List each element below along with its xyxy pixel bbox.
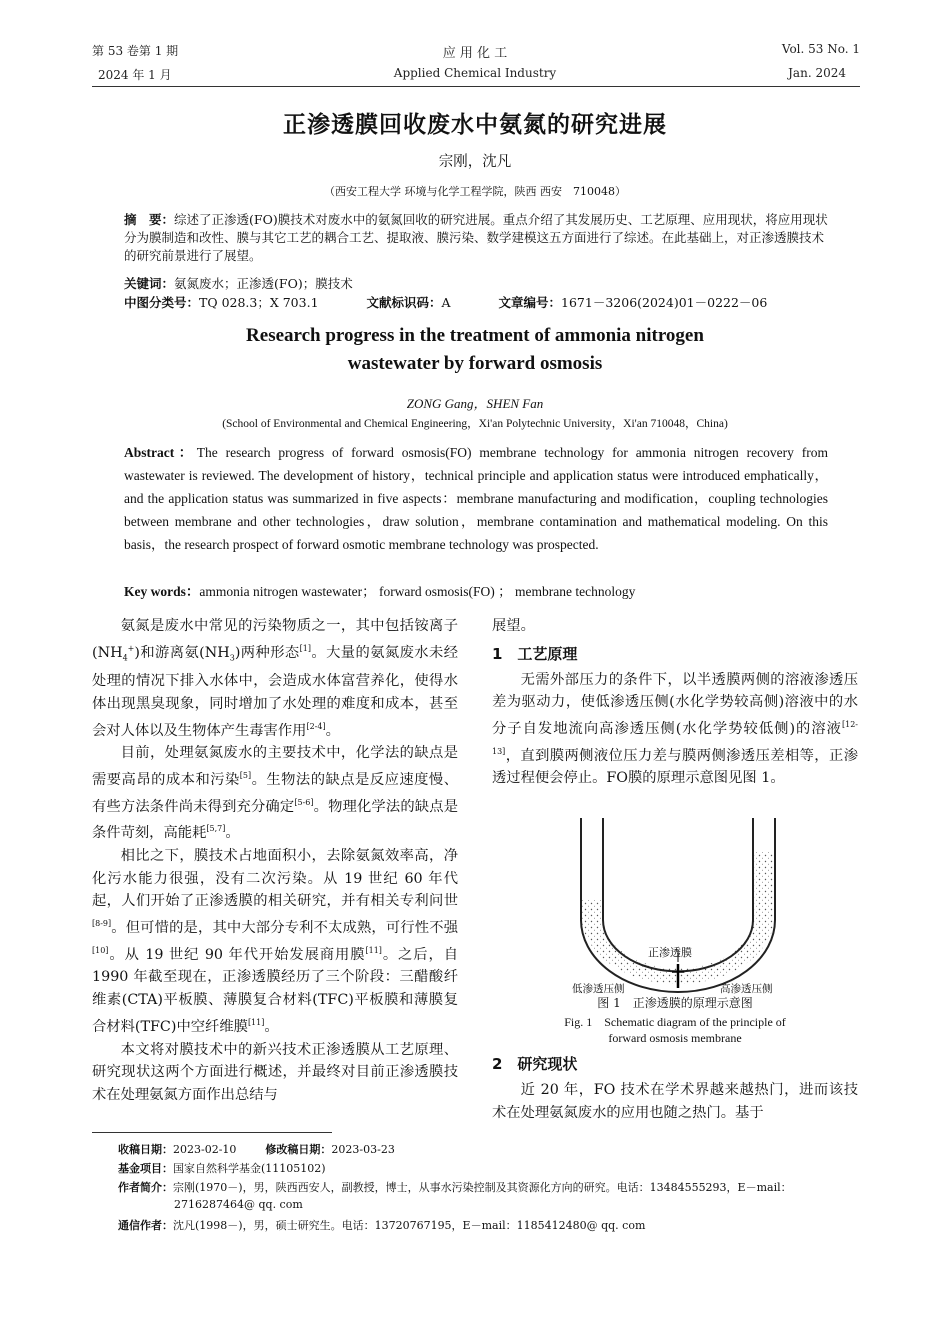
- right-column-top: [492, 615, 858, 790]
- paragraph: 本文将对膜技术中的新兴技术正渗透膜从工艺原理、研究现状这两个方面进行概述，并最终对目前正渗透膜技术在处理氨氮方面作出总结与: [92, 1041, 458, 1104]
- paragraph: 氨氮是废水中常见的污染物质之一，其中包括铵离子$(NH_4^+)$和游离氨$(NH_3)$两种形态[1]。大量的氨氮废水未经处理的情况下排入水体中，会造成水体富营养化，使得水体出现黑臭现象，同时增加了水处理的难度和成本，甚至会对人体以及生物体产生毒害作用[2-4]。: [92, 618, 459, 739]
- figure-caption-cn: 图 1 正渗透膜的原理示意图: [597, 996, 753, 1010]
- abstract-cn: [124, 211, 828, 265]
- right-column-bottom: [492, 1053, 858, 1124]
- paragraph: 目前，处理氨氮废水的主要技术中，化学法的缺点是需要高昂的成本和污染[5]。生物法的缺点是反应速度慢、有些方法条件尚未得到充分确定[5-6]。物理化学法的缺点是条件苛刻，高能耗[5,7]。: [92, 745, 459, 842]
- clc-label: 中图分类号：: [124, 295, 200, 310]
- header-rule: [92, 86, 860, 87]
- footnote-rule: [92, 1132, 332, 1133]
- english-abstract-text: The research progress of forward osmosis(FO) membrane technology for ammonia nitrogen recovery from wastewater is reviewed. The development of history，technical principle and application status were introduced emphatically，and the application status was summarized in five aspects：membrane manufacturing and modification，coupling technologies between membrane and other technologies，draw solution，membrane contamination and mathematical modeling. On this basis，the research prospect of forward osmotic membrane technology was prospected.: [124, 445, 828, 552]
- paragraph: 相比之下，膜技术占地面积小，去除氨氮效率高，净化污水能力很强，没有二次污染。从 19 世纪 60 年代起，人们开始了正渗透膜的相关研究，并有相关专利问世[8-9]。但可惜的是，其中大部分专利不太成熟，可行性不强[10]。从 19 世纪 90 年代开始发展商用膜[11]。之后，自 1990 年截至现在，正渗透膜经历了三个阶段：三醋酸纤维素(CTA)平板膜、薄膜复合材料(TFC)平板膜和薄膜复合材料(TFC)中空纤维膜[11]。: [92, 847, 459, 1035]
- english-title-line2: wastewater by forward osmosis: [347, 353, 603, 374]
- footnote-corresponding: 通信作者：沈凡(1998－)，男，硕士研究生。电话：13720767195，E－mail：1185412480@ qq. com: [118, 1219, 646, 1232]
- abstract-cn-label: 摘 要：: [124, 212, 175, 227]
- affiliation: （西安工程大学 环境与化学工程学院，陕西 西安 710048）: [324, 185, 626, 198]
- english-affiliation: (School of Environmental and Chemical Engineering，Xi'an Polytechnic University，Xi'an 710048，China): [222, 418, 728, 430]
- paper-title: 正渗透膜回收废水中氨氮的研究进展: [283, 112, 667, 138]
- keywords-cn-text: 氨氮废水；正渗透(FO)；膜技术: [174, 276, 353, 291]
- section-heading-1: 1 工艺原理: [492, 644, 578, 663]
- journal-volume-en: Vol. 53 No. 1: [781, 42, 860, 56]
- left-column: [92, 615, 458, 1107]
- figure-label-low-side: 低渗透压侧: [572, 983, 625, 995]
- high-osmotic-solution: [678, 852, 775, 984]
- figure-label-high-side: 高渗透压侧: [720, 983, 773, 995]
- journal-date: 2024 年 1 月: [98, 68, 172, 82]
- article-number-label: 文章编号：: [498, 295, 562, 310]
- keywords-cn-label: 关键词：: [124, 276, 175, 291]
- keywords-cn: [124, 275, 828, 293]
- english-keywords: [124, 580, 828, 603]
- journal-name-en: Applied Chemical Industry: [393, 66, 557, 80]
- abstract-cn-text: 综述了正渗透(FO)膜技术对废水中的氨氮回收的研究进展。重点介绍了其发展历史、工艺原理、应用现状，将应用现状分为膜制造和改性、膜与其它工艺的耦合工艺、提取液、膜污染、数学建模这五方面进行了综述。在此基础上，对正渗透膜技术的研究前景进行了展望。: [124, 212, 828, 263]
- section-heading-2: 2 研究现状: [492, 1055, 578, 1073]
- footnote-dates: 收稿日期：2023-02-10 修改稿日期：2023-03-23: [118, 1143, 395, 1156]
- doc-code-label: 文献标识码：: [366, 295, 442, 310]
- classification-line: [124, 294, 828, 312]
- figure-label-membrane: 正渗透膜: [648, 946, 692, 959]
- author-list: 宗刚，沈凡: [438, 154, 512, 170]
- english-abstract-label: Abstract：: [124, 445, 197, 460]
- english-abstract: [124, 441, 828, 556]
- english-keywords-label: Key words：: [124, 584, 200, 599]
- journal-volume: 第 53 卷第 1 期: [92, 44, 179, 58]
- english-authors: ZONG Gang，SHEN Fan: [406, 396, 544, 411]
- journal-name-cn: 应 用 化 工: [442, 46, 508, 61]
- journal-date-en: Jan. 2024: [788, 66, 846, 80]
- paragraph: 近 20 年，FO 技术在学术界越来越热门，进而该技术在处理氨氮废水的应用也随之热门。基于: [492, 1081, 858, 1121]
- english-title-line1: Research progress in the treatment of ammonia nitrogen: [246, 325, 704, 346]
- article-number-value: 1671－3206(2024)01－0222－06: [561, 295, 768, 310]
- english-keywords-text: ammonia nitrogen wastewater； forward osmosis(FO) ； membrane technology: [199, 584, 636, 599]
- doc-code-value: A: [441, 295, 451, 310]
- figure-caption-en-line2: forward osmosis membrane: [608, 1031, 742, 1045]
- figure-1-diagram: [548, 812, 808, 996]
- continued-text: 展望。: [492, 618, 535, 634]
- clc-value: TQ 028.3；X 703.1: [199, 295, 319, 310]
- footnote-funding: 基金项目：国家自然科学基金(11105102): [118, 1162, 326, 1175]
- figure-caption-en-line1: Fig. 1 Schematic diagram of the principle of: [564, 1015, 786, 1029]
- paragraph: 无需外部压力的条件下，以半透膜两侧的溶液渗透压差为驱动力，使低渗透压侧(水化学势较高侧)溶液中的水分子自发地流向高渗透压侧(水化学势较低侧)的溶液[12-13]，直到膜两侧液位压力差与膜两侧渗透压差相等，正渗透过程便会停止。FO膜的原理示意图见图 1。: [492, 671, 858, 787]
- footnote-author-bio: 作者简介：宗刚(1970－)，男，陕西西安人，副教授，博士，从事水污染控制及其资源化方向的研究。电话：13484555293，E－mail： 2716287464@ qq. com: [118, 1181, 792, 1211]
